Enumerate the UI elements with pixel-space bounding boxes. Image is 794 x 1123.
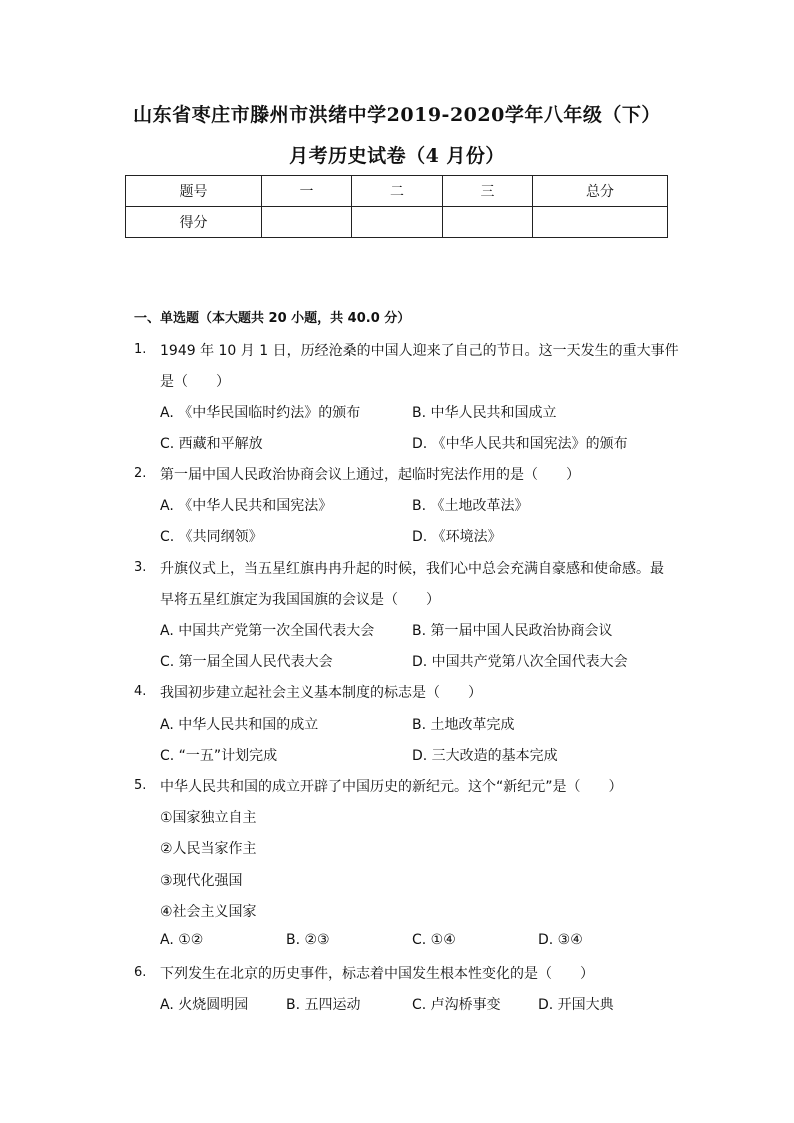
score-table-header-cell: 三 (443, 176, 533, 207)
option-a: A. 中国共产党第一次全国代表大会 (160, 623, 375, 639)
option-c: C. 西藏和平解放 (160, 436, 263, 452)
option-d: D. ③④ (538, 932, 583, 948)
score-cell (533, 207, 668, 238)
option-b: B. 五四运动 (286, 997, 361, 1013)
option-c: C. 卢沟桥事变 (412, 997, 501, 1013)
statement-item: ④社会主义国家 (160, 904, 257, 920)
question-stem: 中华人民共和国的成立开辟了中国历史的新纪元。这个“新纪元”是（ ） (160, 779, 623, 795)
option-d: D. 三大改造的基本完成 (412, 748, 558, 764)
document-title-line-2: 月考历史试卷（4 月份） (289, 145, 505, 167)
question-stem: 下列发生在北京的历史事件，标志着中国发生根本性变化的是（ ） (160, 966, 594, 982)
question-stem: 1949 年 10 月 1 日，历经沧桑的中国人迎来了自己的节日。这一天发生的重大事件 (160, 343, 679, 359)
question-number: 1. (134, 342, 147, 357)
option-a: A. ①② (160, 932, 204, 948)
option-b: B. 《土地改革法》 (412, 498, 529, 514)
score-table (125, 175, 668, 238)
option-c: C. “一五”计划完成 (160, 748, 278, 764)
option-a: A. 《中华民国临时约法》的颁布 (160, 405, 361, 421)
statement-item: ③现代化强国 (160, 873, 243, 889)
question-number: 3. (134, 560, 147, 575)
question-stem: 第一届中国人民政治协商会议上通过，起临时宪法作用的是（ ） (160, 467, 580, 483)
question-stem: 是（ ） (160, 374, 230, 390)
question-stem: 我国初步建立起社会主义基本制度的标志是（ ） (160, 685, 482, 701)
option-d: D. 中国共产党第八次全国代表大会 (412, 654, 628, 670)
option-c: C. 第一届全国人民代表大会 (160, 654, 333, 670)
score-table-score-row (126, 207, 668, 238)
option-a: A. 中华人民共和国的成立 (160, 717, 319, 733)
document-title-line-1: 山东省枣庄市滕州市洪绪中学2019-2020学年八年级（下） (133, 104, 661, 126)
option-b: B. ②③ (286, 932, 330, 948)
question-number: 4. (134, 684, 147, 699)
score-table-header-cell: 总分 (533, 176, 668, 207)
score-cell (443, 207, 533, 238)
statement-item: ②人民当家作主 (160, 841, 257, 857)
score-table-header-cell: 一 (262, 176, 352, 207)
question-number: 6. (134, 965, 147, 980)
option-d: D. 《中华人民共和国宪法》的颁布 (412, 436, 628, 452)
question-number: 2. (134, 466, 147, 481)
option-b: B. 第一届中国人民政治协商会议 (412, 623, 613, 639)
statement-item: ①国家独立自主 (160, 810, 257, 826)
option-d: D. 开国大典 (538, 997, 614, 1013)
section-heading: 一、单选题（本大题共 20 小题，共 40.0 分） (134, 311, 411, 326)
option-a: A. 火烧圆明园 (160, 997, 249, 1013)
question-number: 5. (134, 778, 147, 793)
option-b: B. 中华人民共和国成立 (412, 405, 557, 421)
score-table-header-row (126, 176, 668, 207)
option-b: B. 土地改革完成 (412, 717, 515, 733)
option-c: C. ①④ (412, 932, 456, 948)
option-c: C. 《共同纲领》 (160, 529, 263, 545)
option-d: D. 《环境法》 (412, 529, 502, 545)
option-a: A. 《中华人民共和国宪法》 (160, 498, 333, 514)
question-stem: 早将五星红旗定为我国国旗的会议是（ ） (160, 592, 440, 608)
score-row-label: 得分 (126, 207, 262, 238)
score-table-header-cell: 题号 (126, 176, 262, 207)
score-table-header-cell: 二 (352, 176, 443, 207)
score-cell (352, 207, 443, 238)
question-stem: 升旗仪式上，当五星红旗冉冉升起的时候，我们心中总会充满自豪感和使命感。最 (160, 561, 664, 577)
score-cell (262, 207, 352, 238)
